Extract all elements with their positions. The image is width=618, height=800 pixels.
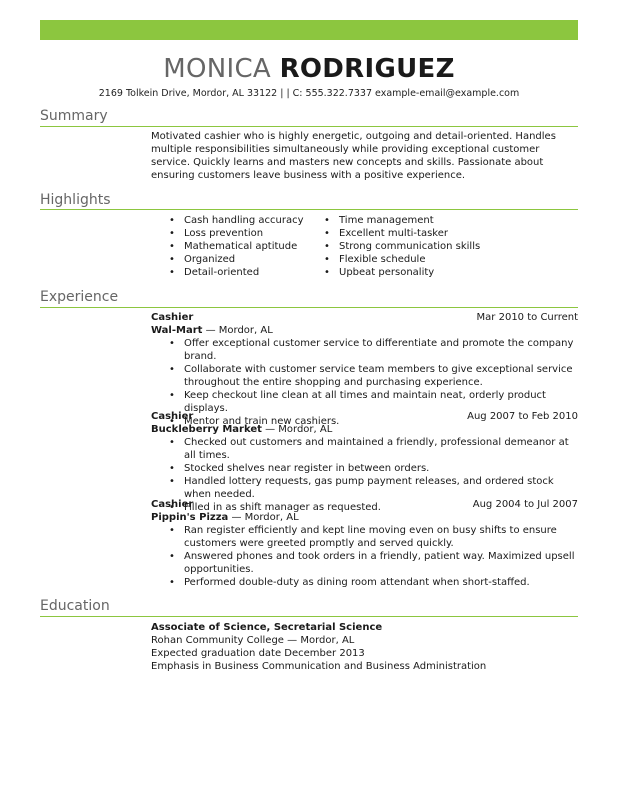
- highlight-item: • Flexible schedule: [306, 253, 480, 266]
- highlight-item: • Cash handling accuracy: [151, 214, 304, 227]
- summary-block: [151, 130, 581, 182]
- contact-line: 2169 Tolkein Drive, Mordor, AL 33122 | | C: 555.322.7337 example-email@example.com: [98, 88, 520, 99]
- highlights-block: [151, 214, 581, 284]
- highlight-item: • Organized: [151, 253, 304, 266]
- company-name: Wal-Mart: [151, 325, 203, 336]
- job-duty: • Handled lottery requests, gas pump payment releases, and ordered stock when needed.: [151, 475, 578, 501]
- job-duty: • Answered phones and took orders in a friendly, patient way. Maximized upsell opportunities.: [151, 550, 578, 576]
- highlights-left-list: [151, 214, 304, 279]
- highlights-heading: Highlights: [40, 192, 111, 208]
- highlight-item: • Detail-oriented: [151, 266, 304, 279]
- job-dates: Mar 2010 to Current: [476, 312, 578, 323]
- highlight-item: • Strong communication skills: [306, 240, 480, 253]
- experience-heading: Experience: [40, 289, 119, 305]
- job-duty: • Checked out customers and maintained a friendly, professional demeanor at all times.: [151, 436, 578, 462]
- job-duty: • Filled in as shift manager as requested.: [151, 501, 578, 514]
- education-divider: [40, 616, 578, 617]
- candidate-name: [0, 54, 618, 84]
- highlight-item: • Mathematical aptitude: [151, 240, 304, 253]
- highlight-item: • Loss prevention: [151, 227, 304, 240]
- job-duty: • Keep checkout line clean at all times and maintain neat, orderly product displays.: [151, 389, 578, 415]
- header-accent-bar: [40, 20, 578, 40]
- company-location: — Mordor, AL: [228, 512, 299, 523]
- job-entry: [151, 498, 578, 589]
- job-duty: • Offer exceptional customer service to differentiate and promote the company brand.: [151, 337, 578, 363]
- job-duty: • Collaborate with customer service team members to give exceptional service throughout the entire shopping and purchasing experience.: [151, 363, 578, 389]
- job-dates: Aug 2007 to Feb 2010: [467, 411, 578, 422]
- highlights-divider: [40, 209, 578, 210]
- company-location: — Mordor, AL: [202, 325, 273, 336]
- summary-heading: Summary: [40, 108, 108, 124]
- job-title: Cashier: [151, 411, 194, 422]
- summary-divider: [40, 126, 578, 127]
- job-duty: • Mentor and train new cashiers.: [151, 415, 578, 428]
- graduation-date: Expected graduation date December 2013: [151, 648, 365, 659]
- highlight-item: • Upbeat personality: [306, 266, 480, 279]
- job-duty: • Ran register efficiently and kept line moving even on busy shifts to ensure customers were greeted promptly and served quickly.: [151, 524, 578, 550]
- company-location: — Mordor, AL: [261, 424, 333, 435]
- highlight-item: • Excellent multi-tasker: [306, 227, 480, 240]
- job-duty: • Performed double-duty as dining room attendant when short-staffed.: [151, 576, 578, 589]
- school-location: — Mordor, AL: [283, 635, 355, 646]
- job-dates: Aug 2004 to Jul 2007: [472, 499, 578, 510]
- job-title: Cashier: [151, 312, 194, 323]
- company-name: Pippin's Pizza: [151, 512, 229, 523]
- degree: Associate of Science, Secretarial Science: [151, 622, 383, 633]
- first-name: MONICA: [163, 54, 271, 84]
- education-block: [151, 621, 581, 673]
- last-name: RODRIGUEZ: [279, 54, 455, 84]
- summary-text: Motivated cashier who is highly energetic, outgoing and detail-oriented. Handles multiple responsibilities simultaneously while providing exceptional customer service. Quickly learns and masters new concepts and skills. Passionate about ensuring customers leave business with a positive experience.: [151, 131, 556, 181]
- highlights-right-list: [306, 214, 480, 279]
- school-name: Rohan Community College: [151, 635, 284, 646]
- emphasis: Emphasis in Business Communication and Business Administration: [151, 661, 487, 672]
- education-heading: Education: [40, 598, 110, 614]
- company-name: Buckleberry Market: [151, 424, 262, 435]
- experience-divider: [40, 307, 578, 308]
- job-duties: [151, 524, 578, 589]
- highlight-item: • Time management: [306, 214, 480, 227]
- job-duty: • Stocked shelves near register in between orders.: [151, 462, 578, 475]
- job-title: Cashier: [151, 499, 194, 510]
